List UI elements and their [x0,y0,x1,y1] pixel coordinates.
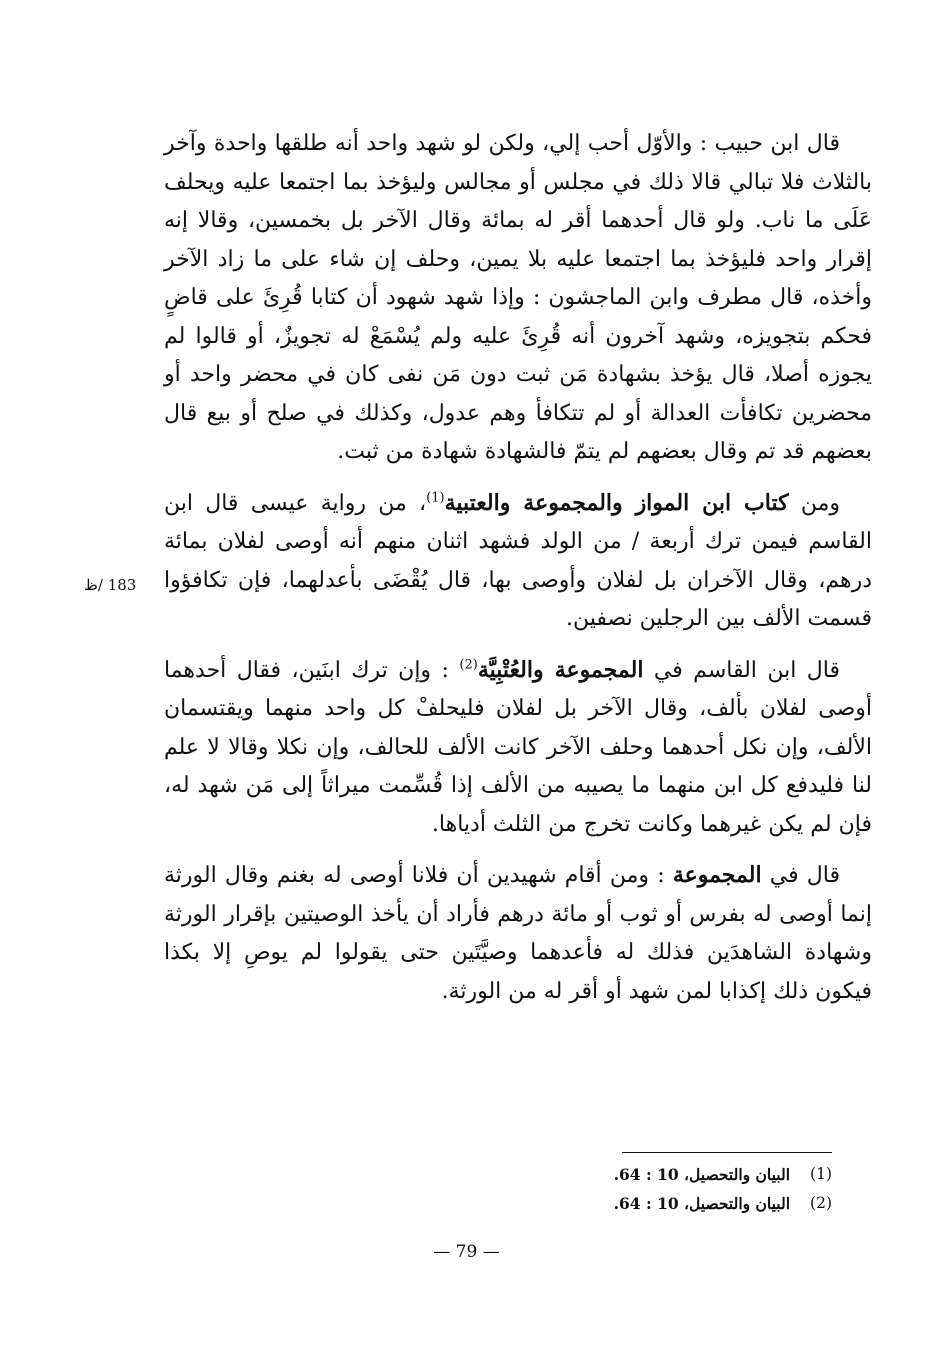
paragraph-4 [164,856,872,1011]
footnote-reference: (1) [426,490,445,506]
paragraph-3 [164,651,872,845]
folio-margin-note: 183 /ظ [84,576,137,594]
cited-source-title: المجموعة والعُتْبِيَّة [477,656,644,683]
footnote-text: البيان والتحصيل، 10 : 64. [613,1165,790,1184]
footnote-divider [622,1152,832,1153]
paragraph-1 [164,125,872,472]
paragraph-text: قال ابن القاسم في [643,657,840,683]
cited-source-title: كتاب ابن المواز والمجموعة والعتبية [444,489,789,516]
paragraph-text: : وإن ترك ابنَين، فقال أحدهما أوصى لفلان بألف، وقال الآخر بل لفلان فليحلفْ كل واحد منهما ويقتسمان الألف، وإن نكل أحدهما وحلف الآخر كانت الألف للحالف، وإن نكلا وقالا لا علم لنا فليدفع كل ابن منهما ما يصيبه من الألف إذا قُسِّمت ميراثاً إلى مَن شهد له، فإن لم يكن غيرهما وكانت تخرج من الثلث أدياها. [164,657,872,837]
main-text [164,125,872,1011]
page-number: — 79 — [433,1242,500,1262]
footnote-reference: (2) [459,657,478,673]
footnote-2 [420,1189,832,1218]
cited-source-title: المجموعة [672,862,762,888]
paragraph-text: قال في [761,863,841,888]
paragraph-text: ، من رواية عيسى قال ابن القاسم فيمن ترك أربعة / من الولد فشهد اثنان منهم أنه أوصى لفلان بمائة درهم، وقال الآخران بل لفلان وأوصى بها، قال يُقْضَى بأعدلهما، فإن تكافؤوا قسمت الألف بين الرجلين نصفين. [164,490,872,631]
paragraph-text: ومن [788,490,840,516]
paragraph-text: قال ابن حبيب : والأوّل أحب إلي، ولكن لو شهد واحد أنه طلقها واحدة وآخر بالثلاث فلا تبالي قالا ذلك في مجلس أو مجالس وليؤخذ بما اجتمعا عليه ويحلف عَلَى ما ناب. ولو قال أحدهما أقر له بمائة وقال الآخر بل بخمسين، وقالا إنه إقرار واحد فليؤخذ بما اجتمعا عليه بلا يمين، وحلف إن شاء على ما زاد الآخر وأخذه، قال مطرف وابن الماجشون : وإذا شهد شهود أن كتابا قُرِئَ على قاضٍ فحكم بتجويزه، وشهد آخرون أنه قُرِئَ عليه ولم يُسْمَعْ له تجويزٌ، أو قالوا لم يجوزه أصلا، قال يؤخذ بشهادة مَن ثبت دون مَن نفى كان في محضر واحد أو محضرين تكافأت العدالة أو لم تتكافأ وهم عدول، وكذلك في صلح أو بيع قال بعضهم قد تم وقال بعضهم لم يتمّ فالشهادة شهادة من ثبت. [164,131,872,464]
footnote-number: (1) [810,1165,832,1183]
footnote-number: (2) [810,1194,832,1212]
paragraph-text: : ومن أقام شهيدين أن فلانا أوصى له بغنم وقال الورثة إنما أوصى له بفرس أو ثوب أو مائة درهم فأراد أن يأخذ الوصيتين بإقرار الورثة وشهادة الشاهدَين فذلك له فأعدهما وصيَّتَين حتى يقولوا لم يوصِ إلا بكذا فيكون ذلك إكذابا لمن شهد أو أقر له من الورثة. [164,863,872,1004]
footnote-text: البيان والتحصيل، 10 : 64. [613,1194,790,1213]
footnote-1 [420,1160,832,1189]
footnotes [420,1160,832,1218]
paragraph-2 [164,484,872,639]
